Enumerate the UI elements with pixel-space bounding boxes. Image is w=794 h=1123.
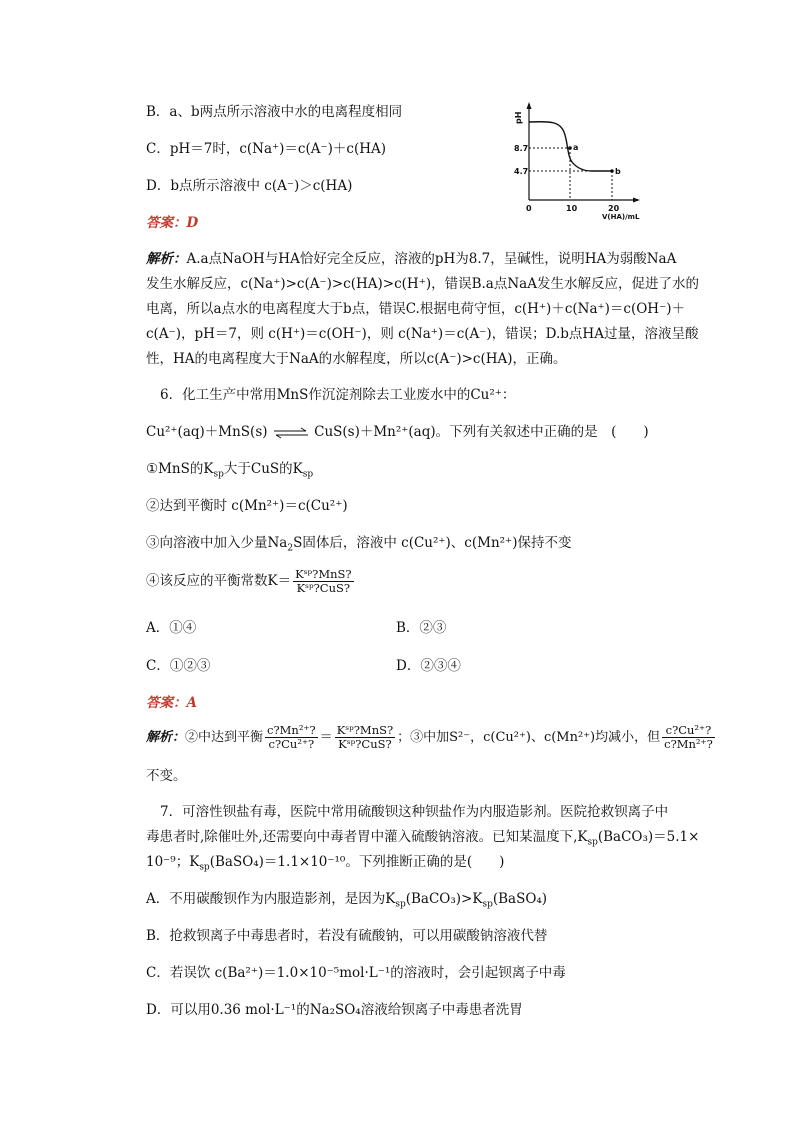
q7-option-d: D．可以用0.36 mol·L⁻¹的Na₂SO₄溶液给钡离子中毒患者洗胃 (146, 1002, 523, 1018)
q6-option-c: C．①②③ (146, 658, 211, 674)
q6-statement-2: ②达到平衡时 c(Mn²⁺)＝c(Cu²⁺) (146, 498, 348, 514)
q6-statement-3: ③向溶液中加入少量$Na_2S$固体后，溶液中 c(Cu²⁺)、c(Mn²⁺)保持不变 (146, 535, 572, 554)
ksp-ratio-fraction: $\frac{\text{Kˢᵖ?MnS?}}{\text{Kˢᵖ?CuS?}}$ (295, 567, 352, 595)
q6-statement-1: ①MnS的$K_{sp}$大于CuS的$K_{sp}$ (146, 461, 314, 480)
q7-option-a: A．不用碳酸钡作为内服造影剂，是因为$K_{sp}(BaCO_3)>K_{sp}(BaSO_4)$ (146, 891, 548, 910)
q6-analysis-line-2: 不变。 (146, 768, 187, 784)
point-b-marker (610, 169, 614, 173)
q5-analysis-line-4: c(A⁻)，pH＝7，则 c(H⁺)＝c(OH⁻)，则 c(Na⁺)＝c(A⁻)，错误；D.b点HA过量，溶液呈酸 (146, 326, 699, 342)
q5-analysis-line-3: 电离，所以a点水的电离程度大于b点，错误C.根据电荷守恒，c(H⁺)＋c(Na⁺)＝c(OH⁻)＋ (146, 301, 685, 317)
point-a-marker (568, 146, 572, 150)
q6-statement-4: ④该反应的平衡常数K＝ $\frac{\text{Kˢᵖ?MnS?}}{\text{Kˢᵖ?CuS?}}$ (146, 567, 352, 595)
y-tick-4-7: 4.7 (514, 167, 529, 176)
y-axis-label: pH (514, 111, 523, 124)
conc-ratio-fraction: $\frac{\text{c?Mn²⁺?}}{\text{c?Cu²⁺?}}$ (267, 723, 316, 751)
conc-ratio-fraction-2: $\frac{\text{c?Cu²⁺?}}{\text{c?Mn²⁺?}}$ (664, 723, 713, 751)
q5-analysis-line-2: 发生水解反应，c(Na⁺)>c(A⁻)>c(HA)>c(H⁺)，错误B.a点NaA发生水解反应，促进了水的 (146, 276, 699, 292)
x-axis-label: V(HA)/mL (602, 213, 640, 221)
q6-analysis-line-1: 解析：②中达到平衡 $\frac{\text{c?Mn²⁺?}}{\text{c?Cu²⁺?}}$ ＝ $\frac{\text{Kˢᵖ?MnS?}}{\text{Kˢᵖ?CuS?}}$ ；③中加S²⁻，c(Cu²⁺)、c(Mn²⁺)均减小，但 $\frac{\text{c?Cu²⁺?}}{\text{c?Mn²⁺?}}$ (146, 723, 713, 751)
x-tick-20: 20 (608, 204, 620, 213)
point-a-label: a (573, 143, 579, 152)
q5-analysis-label: 解析： (146, 251, 187, 267)
q6-option-a: A．①④ (146, 620, 197, 636)
q6-reaction: Cu²⁺(aq)＋MnS(s) CuS(s)＋Mn²⁺(aq)。下列有关叙述中正确的是 ( ) (146, 424, 649, 440)
point-b-label: b (615, 167, 621, 176)
q6-option-d: D．②③④ (396, 658, 461, 674)
q7-option-b: B．抢救钡离子中毒患者时，若没有硫酸钠，可以用碳酸钠溶液代替 (146, 928, 548, 944)
q5-analysis-line-5: 性，HA的电离程度大于NaA的水解程度，所以c(A⁻)>c(HA)，正确。 (146, 351, 567, 367)
q5-option-d: D．b点所示溶液中 c(A⁻)＞c(HA) (146, 178, 353, 194)
q7-option-c: C．若误饮 c(Ba²⁺)＝1.0×10⁻⁵mol·L⁻¹的溶液时，会引起钡离子中毒 (146, 965, 566, 981)
x-tick-0: 0 (526, 204, 532, 213)
q5-analysis-line-1: 解析：A.a点NaOH与HA恰好完全反应，溶液的pH为8.7，呈碱性，说明HA为弱酸NaA (146, 251, 677, 267)
q6-option-b: B．②③ (396, 620, 447, 636)
q7-stem-line-2: 毒患者时,除催吐外,还需要向中毒者胃中灌入硫酸钠溶液。已知某温度下$,K_{sp}(BaCO_3)=5.1\times$ (146, 829, 700, 848)
y-tick-8-7: 8.7 (514, 144, 529, 153)
q5-option-c: C．pH＝7时，c(Na⁺)＝c(A⁻)＋c(HA) (146, 141, 387, 157)
q5-option-b: B．a、b两点所示溶液中水的电离程度相同 (146, 104, 403, 120)
y-axis-arrow (527, 102, 532, 109)
ph-titration-graph (512, 100, 642, 222)
q5-answer: 答案：D (146, 215, 199, 231)
x-tick-10: 10 (566, 204, 578, 213)
ksp-ratio-fraction-2: $\frac{\text{Kˢᵖ?MnS?}}{\text{Kˢᵖ?CuS?}}$ (336, 723, 394, 751)
q7-stem-line-3: 10⁻⁹；$K_{sp}(BaSO_4)=1.1\times 10^{-10}$。下列推断正确的是( ) (146, 854, 505, 873)
equilibrium-arrow-icon (272, 427, 310, 439)
q7-stem-line-1: 7．可溶性钡盐有毒，医院中常用硫酸钡这种钡盐作为内服造影剂。医院抢救钡离子中 (160, 804, 669, 820)
x-axis-arrow (633, 198, 640, 203)
q6-answer: 答案：A (146, 695, 197, 711)
q6-stem: 6．化工生产中常用MnS作沉淀剂除去工业废水中的Cu²⁺： (160, 387, 516, 403)
